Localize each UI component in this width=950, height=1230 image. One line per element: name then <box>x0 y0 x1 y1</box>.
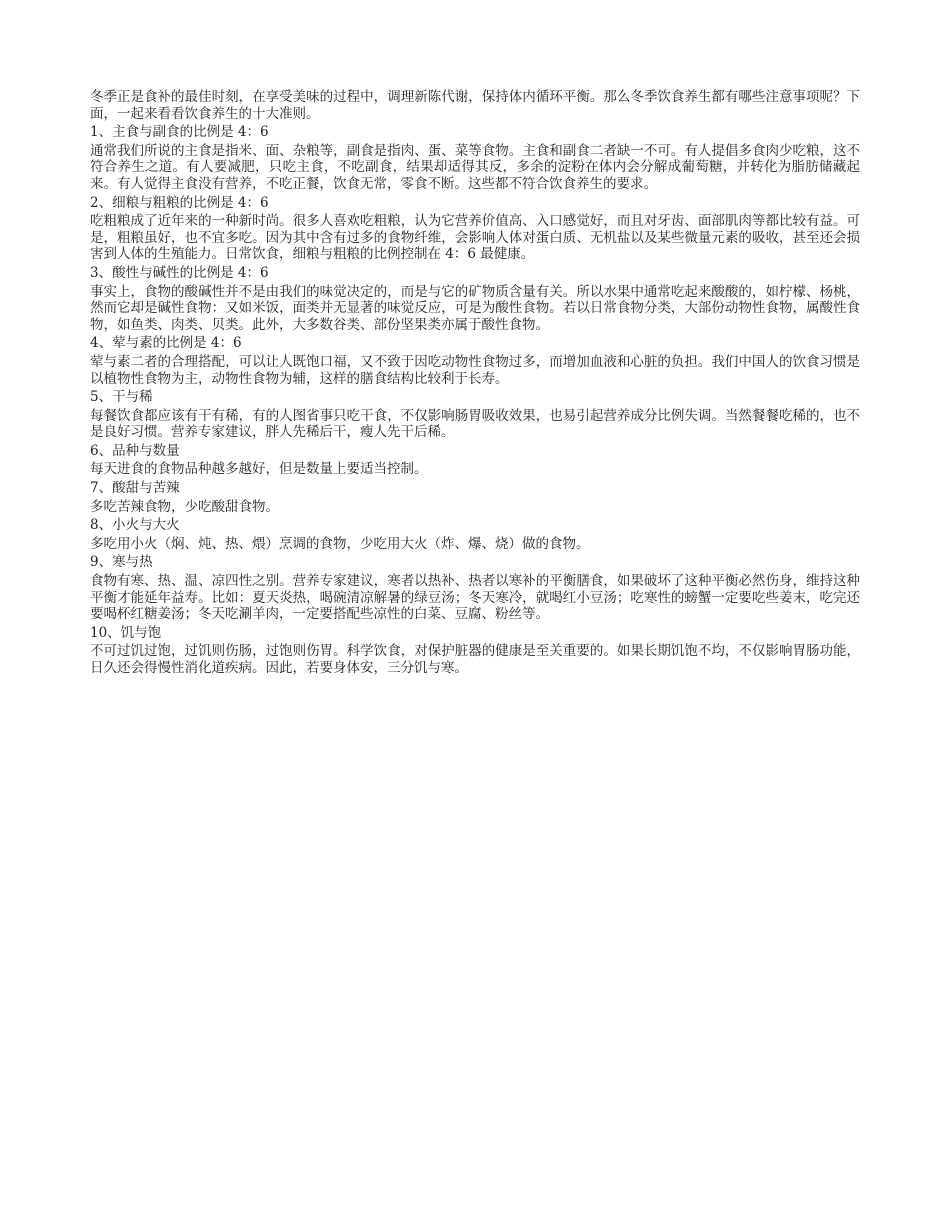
section-body-2: 吃粗粮成了近年来的一种新时尚。很多人喜欢吃粗粮，认为它营养价值高、入口感觉好，而且对牙齿、面部肌肉等都比较有益。可是，粗粮虽好，也不宜多吃。因为其中含有过多的食物纤维，会影响人体对蛋白质、无机盐以及某些微量元素的吸收，甚至还会损害到人体的生殖能力。日常饮食，细粮与粗粮的比例控制在 4：6 最健康。 <box>90 213 860 263</box>
section-heading-9: 9、寒与热 <box>90 554 153 571</box>
section-heading-7: 7、酸甜与苦辣 <box>90 480 180 497</box>
section-body-8: 多吃用小火（焖、炖、热、煨）烹调的食物，少吃用大火（炸、爆、烧）做的食物。 <box>90 535 590 552</box>
section-body-5: 每餐饮食都应该有干有稀，有的人图省事只吃干食，不仅影响肠胃吸收效果，也易引起营养成分比例失调。当然餐餐吃稀的，也不是良好习惯。营养专家建议，胖人先稀后干，瘦人先干后稀。 <box>90 407 860 441</box>
section-heading-1: 1、主食与副食的比例是 4：6 <box>90 124 269 141</box>
section-body-3: 事实上，食物的酸碱性并不是由我们的味觉决定的，而是与它的矿物质含量有关。所以水果中通常吃起来酸酸的，如柠檬、杨桃，然而它却是碱性食物：又如米饭，面类并无显著的味觉反应，可是为酸性食物。若以日常食物分类，大部份动物性食物，属酸性食物，如鱼类、肉类、贝类。此外，大多数谷类、部份坚果类亦属于酸性食物。 <box>90 283 860 333</box>
section-body-6: 每天进食的食物品种越多越好，但是数量上要适当控制。 <box>90 461 428 478</box>
section-heading-8: 8、小火与大火 <box>90 517 180 534</box>
section-heading-10: 10、饥与饱 <box>90 624 162 641</box>
section-body-4: 荤与素二者的合理搭配，可以让人既饱口福，又不致于因吃动物性食物过多，而增加血液和心脏的负担。我们中国人的饮食习惯是以植物性食物为主，动物性食物为辅，这样的膳食结构比较利于长寿。 <box>90 353 860 387</box>
section-heading-2: 2、细粮与粗粮的比例是 4：6 <box>90 194 269 211</box>
section-heading-5: 5、干与稀 <box>90 389 153 406</box>
article-intro: 冬季正是食补的最佳时刻，在享受美味的过程中，调理新陈代谢，保持体内循环平衡。那么冬季饮食养生都有哪些注意事项呢？下面，一起来看看饮食养生的十大准则。 <box>90 89 860 122</box>
section-body-1: 通常我们所说的主食是指米、面、杂粮等，副食是指肉、蛋、菜等食物。主食和副食二者缺一不可。有人提倡多食肉少吃粮，这不符合养生之道。有人要减肥，只吃主食，不吃副食，结果却适得其反，多余的淀粉在体内会分解成葡萄糖，并转化为脂肪储藏起来。有人觉得主食没有营养，不吃正餐，饮食无常，零食不断。这些都不符合饮食养生的要求。 <box>90 142 860 192</box>
section-body-9: 食物有寒、热、温、凉四性之别。营养专家建议，寒者以热补、热者以寒补的平衡膳食，如果破坏了这种平衡必然伤身，维持这种平衡才能延年益寿。比如：夏天炎热，喝碗清凉解暑的绿豆汤；冬天寒冷，就喝红小豆汤；吃寒性的螃蟹一定要吃些姜末，吃完还要喝杯红糖姜汤；冬天吃涮羊肉，一定要搭配些凉性的白菜、豆腐、粉丝等。 <box>90 573 860 623</box>
section-heading-6: 6、品种与数量 <box>90 442 180 459</box>
section-heading-3: 3、酸性与碱性的比例是 4：6 <box>90 264 269 281</box>
section-heading-4: 4、荤与素的比例是 4：6 <box>90 335 242 352</box>
section-body-10: 不可过饥过饱，过饥则伤肠，过饱则伤胃。科学饮食，对保护脏器的健康是至关重要的。如果长期饥饱不均，不仅影响胃肠功能，日久还会得慢性消化道疾病。因此，若要身体安，三分饥与寒。 <box>90 643 860 676</box>
article <box>90 89 860 678</box>
section-body-7: 多吃苦辣食物，少吃酸甜食物。 <box>90 498 279 515</box>
